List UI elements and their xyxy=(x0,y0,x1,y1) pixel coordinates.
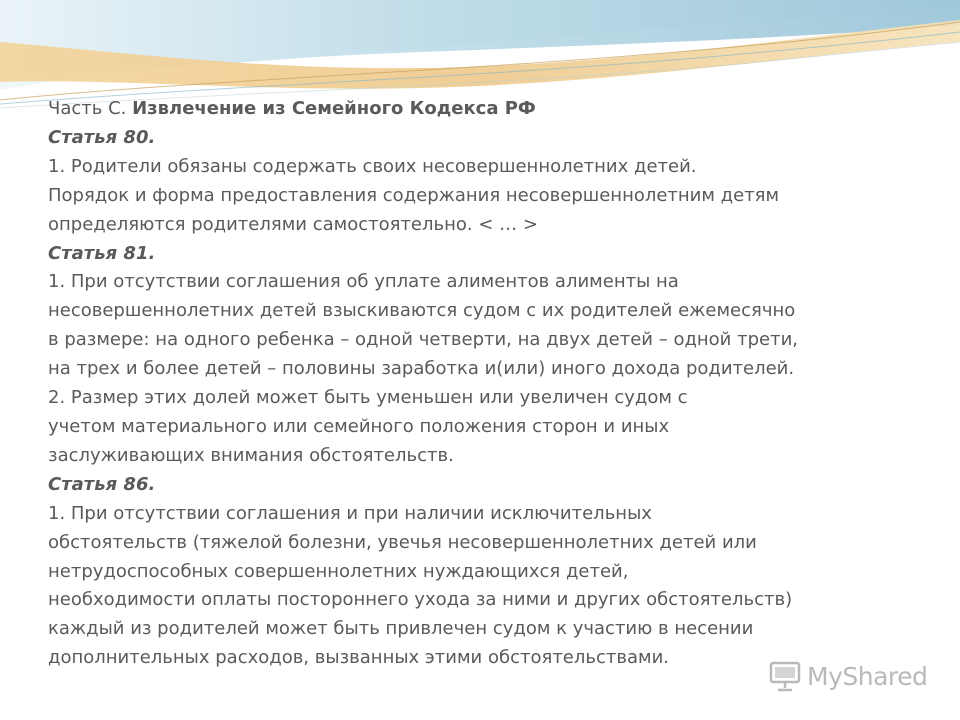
article-title: Статья 81. xyxy=(48,242,156,264)
article-line: необходимости оплаты постороннего ухода за ними и других обстоятельств) xyxy=(48,589,793,611)
presentation-board-icon xyxy=(767,658,803,694)
heading-title: Извлечение из Семейного Кодекса РФ xyxy=(132,98,536,119)
document-text xyxy=(48,95,888,673)
article-line: нетрудоспособных совершеннолетних нуждающихся детей, xyxy=(48,560,629,582)
watermark-logo xyxy=(767,656,947,696)
article-line: заслуживающих внимания обстоятельств. xyxy=(48,444,454,466)
article-line: обстоятельств (тяжелой болезни, увечья несовершеннолетних детей или xyxy=(48,531,757,553)
article-line: 1. При отсутствии соглашения об уплате алиментов алименты на xyxy=(48,271,679,293)
article-line: 1. При отсутствии соглашения и при наличии исключительных xyxy=(48,502,652,524)
article-title: Статья 80. xyxy=(48,126,156,148)
heading-line xyxy=(48,95,888,124)
article-line: каждый из родителей может быть привлечен судом к участию в несении xyxy=(48,618,754,640)
watermark-text: MyShared xyxy=(807,661,928,691)
heading-prefix: Часть С. xyxy=(48,98,133,119)
article-title: Статья 86. xyxy=(48,473,156,495)
article-line: на трех и более детей – половины заработка и(или) иного дохода родителей. xyxy=(48,358,795,380)
article-line: дополнительных расходов, вызванных этими обстоятельствами. xyxy=(48,647,670,669)
article-line: 2. Размер этих долей может быть уменьшен или увеличен судом с xyxy=(48,387,688,409)
article-line: Порядок и форма предоставления содержания несовершеннолетним детям xyxy=(48,184,780,206)
article-line: в размере: на одного ребенка – одной четверти, на двух детей – одной трети, xyxy=(48,329,798,351)
article-line: определяются родителями самостоятельно. < … > xyxy=(48,213,538,235)
article-line: 1. Родители обязаны содержать своих несовершеннолетних детей. xyxy=(48,155,697,177)
article-line: учетом материального или семейного положения сторон и иных xyxy=(48,415,670,437)
article-line: несовершеннолетних детей взыскиваются судом с их родителей ежемесячно xyxy=(48,300,796,322)
